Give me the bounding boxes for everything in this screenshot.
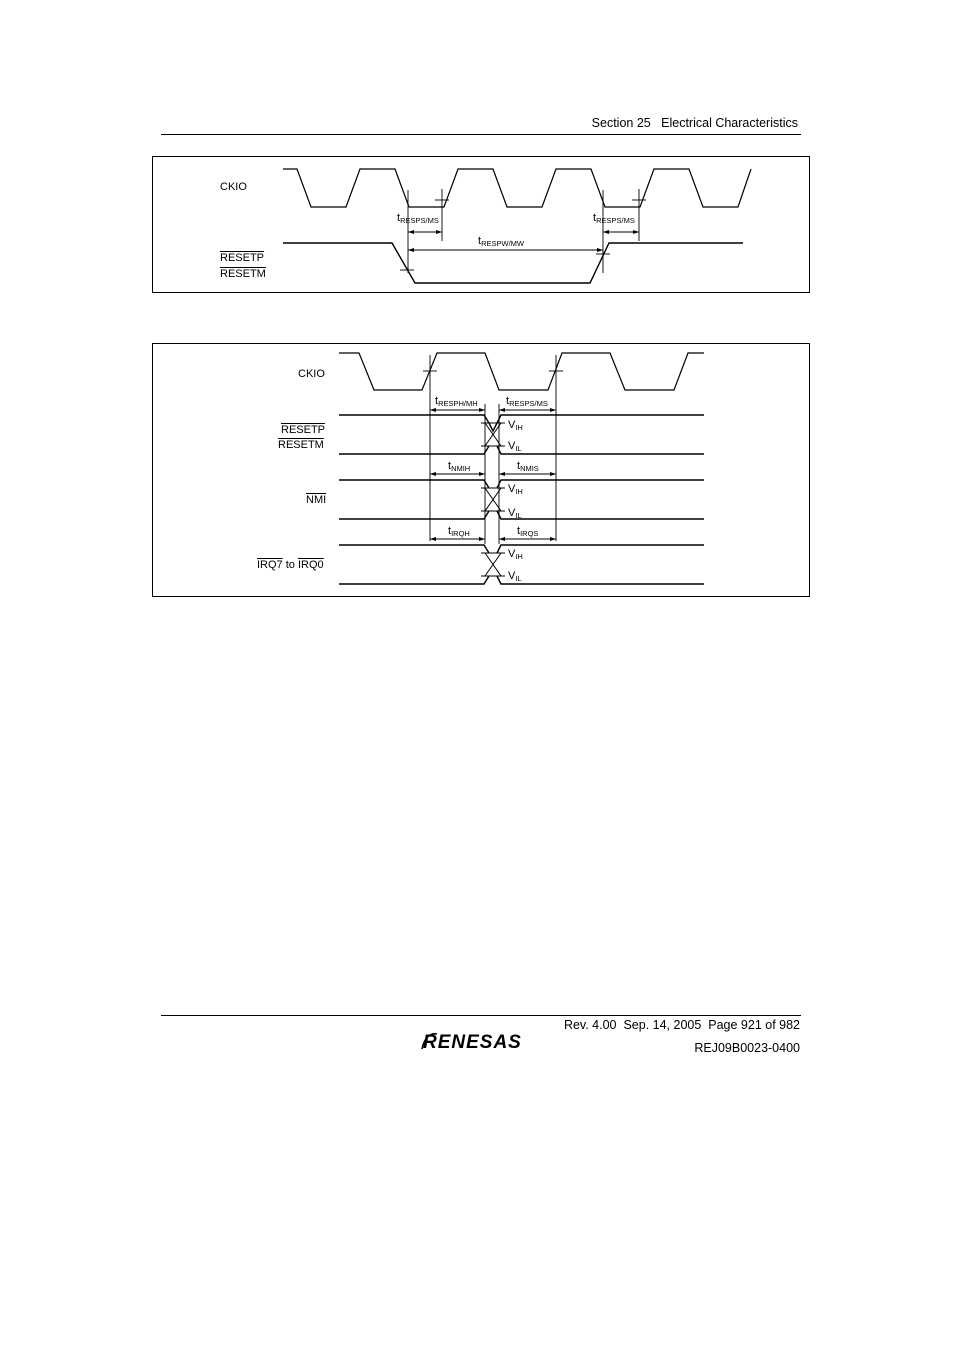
- vil-label-nmi: $V_{IL}$: [508, 507, 522, 520]
- resetm-label: RESETM: [278, 439, 324, 451]
- renesas-logo: [421, 1029, 543, 1053]
- vih-label-reset: $V_{IH}$: [508, 419, 523, 432]
- ckio-waveform: [283, 169, 751, 207]
- nmi-waveform: [339, 480, 489, 488]
- t-resps-ms-label: $t_{RESPS/MS}$: [506, 395, 548, 408]
- document-number: REJ09B0023-0400: [694, 1041, 800, 1055]
- vih-label-nmi: $V_{IH}$: [508, 483, 523, 496]
- resetm-label: RESETM: [220, 268, 266, 280]
- t-nmih-label: $t_{NMIH}$: [448, 460, 471, 473]
- nmi-label: $\overline{NMI}$: [306, 494, 327, 506]
- t-nmis-label: $t_{NMIS}$: [517, 460, 539, 473]
- resetp-label: RESETP: [281, 424, 326, 436]
- t-resph-mh-label: $t_{RESPH/MH}$: [435, 395, 478, 408]
- interrupt-timing-waveforms: [153, 344, 809, 596]
- t-respw-mw-label: $t_{RESPW/MW}$: [478, 235, 524, 248]
- t-resps-ms-label-1: $t_{RESPS/MS}$: [397, 212, 439, 225]
- ckio-waveform: [339, 353, 704, 390]
- vil-label-reset: $V_{IL}$: [508, 440, 522, 453]
- irq7-to-irq0-label: IRQ7 to IRQ0: [257, 559, 324, 571]
- running-header: Section 25 Electrical Characteristics: [591, 116, 798, 130]
- resetp-label: RESETP: [220, 252, 265, 264]
- header-rule: [161, 134, 801, 135]
- vih-label-irq: $V_{IH}$: [508, 548, 523, 561]
- svg-text:RENESAS: RENESAS: [423, 1032, 522, 1053]
- t-irqh-label: $t_{IRQH}$: [448, 525, 470, 538]
- revision-info: Rev. 4.00 Sep. 14, 2005 Page 921 of 982: [563, 1018, 800, 1032]
- resetp-waveform: [339, 415, 489, 423]
- ckio-label: CKIO: [298, 368, 325, 380]
- interrupt-timing-diagram: [152, 343, 810, 597]
- t-irqs-label: $t_{IRQS}$: [517, 525, 539, 538]
- vil-label-irq: $V_{IL}$: [508, 570, 522, 583]
- irq-waveform: [339, 545, 489, 553]
- reset-timing-diagram: [152, 156, 810, 293]
- ckio-label: CKIO: [220, 181, 247, 193]
- footer-rule: [161, 1015, 801, 1016]
- t-resps-ms-label-2: $t_{RESPS/MS}$: [593, 212, 635, 225]
